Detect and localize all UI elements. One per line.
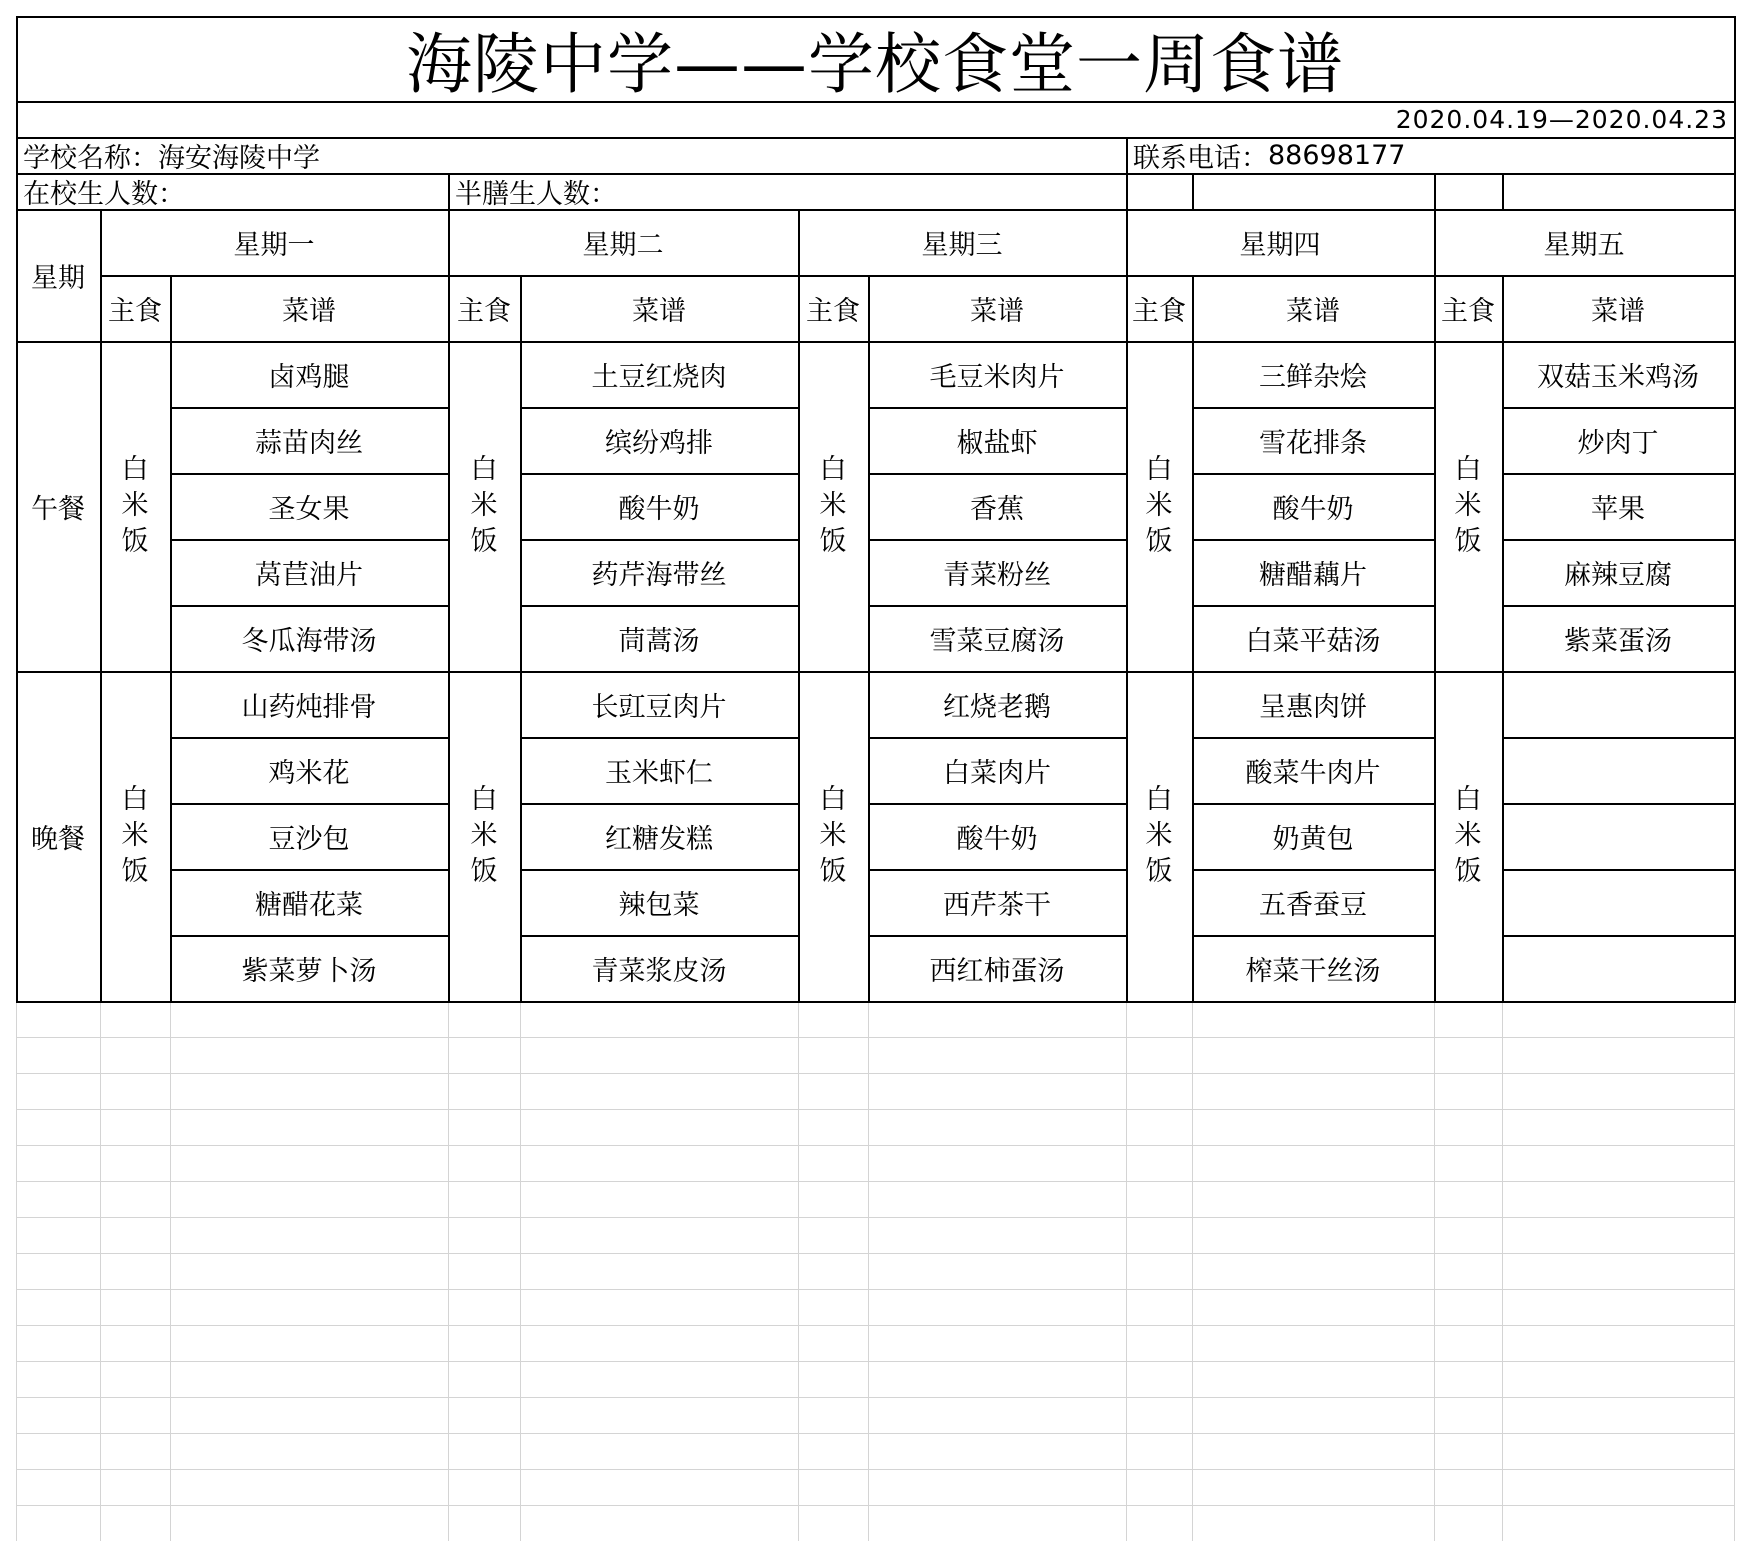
grid-line bbox=[1734, 1001, 1735, 1541]
border-line bbox=[16, 173, 1736, 175]
day-header: 星期四 bbox=[1239, 229, 1321, 261]
staple-food-char: 饭 bbox=[121, 526, 149, 557]
staple-food-char: 白 bbox=[121, 454, 149, 485]
dish-cell: 紫菜萝卜汤 bbox=[241, 955, 377, 987]
border-line bbox=[170, 275, 172, 1003]
staple-food bbox=[100, 341, 170, 671]
dish-cell: 青菜浆皮汤 bbox=[591, 955, 727, 987]
border-line bbox=[868, 275, 870, 1003]
grid-line bbox=[16, 1001, 17, 1541]
border-line bbox=[16, 671, 1736, 673]
dish-cell: 麻辣豆腐 bbox=[1564, 559, 1672, 591]
dish-cell: 榨菜干丝汤 bbox=[1245, 955, 1381, 987]
staple-food-char: 白 bbox=[1145, 784, 1173, 815]
border-line bbox=[868, 539, 1128, 541]
dish-cell: 白菜平菇汤 bbox=[1245, 625, 1381, 657]
staple-header: 主食 bbox=[806, 295, 860, 327]
date-range: 2020.04.19—2020.04.23 bbox=[1395, 104, 1728, 134]
border-line bbox=[1434, 173, 1436, 211]
staple-header: 主食 bbox=[1441, 295, 1495, 327]
border-line bbox=[1502, 473, 1736, 475]
grid-line bbox=[170, 1001, 171, 1541]
border-line bbox=[868, 605, 1128, 607]
dish-cell bbox=[1502, 935, 1734, 1001]
staple-food-char: 饭 bbox=[1145, 526, 1173, 557]
menu-header: 菜谱 bbox=[632, 295, 686, 327]
staple-food-char: 米 bbox=[1454, 490, 1482, 521]
grid-line bbox=[16, 1109, 1735, 1110]
staple-food-char: 米 bbox=[819, 820, 847, 851]
menu-header: 菜谱 bbox=[1591, 295, 1645, 327]
dish-cell: 香蕉 bbox=[970, 493, 1024, 525]
grid-line bbox=[448, 1001, 449, 1541]
staple-food-char: 白 bbox=[121, 784, 149, 815]
border-line bbox=[520, 869, 800, 871]
staple-food-char: 白 bbox=[470, 784, 498, 815]
border-line bbox=[170, 605, 450, 607]
border-line bbox=[16, 341, 1736, 343]
border-line bbox=[170, 803, 450, 805]
staple-food bbox=[798, 671, 868, 1001]
dish-cell: 莴苣油片 bbox=[255, 559, 363, 591]
border-line bbox=[16, 209, 1736, 211]
staple-food-char: 米 bbox=[121, 820, 149, 851]
border-line bbox=[170, 737, 450, 739]
border-line bbox=[1734, 16, 1736, 1003]
staple-header: 主食 bbox=[108, 295, 162, 327]
staple-food-char: 白 bbox=[1454, 454, 1482, 485]
grid-line bbox=[1192, 1001, 1193, 1541]
grid-line bbox=[16, 1181, 1735, 1182]
dish-cell: 毛豆米肉片 bbox=[929, 361, 1065, 393]
staple-food-char: 饭 bbox=[1454, 526, 1482, 557]
dish-cell bbox=[1502, 737, 1734, 803]
menu-header: 菜谱 bbox=[282, 295, 336, 327]
border-line bbox=[1502, 173, 1504, 211]
dish-cell: 五香蚕豆 bbox=[1259, 889, 1367, 921]
staple-food-char: 饭 bbox=[470, 856, 498, 887]
border-line bbox=[1192, 407, 1436, 409]
grid-line bbox=[16, 1433, 1735, 1434]
dish-cell: 酸菜牛肉片 bbox=[1245, 757, 1381, 789]
dish-cell: 雪花排条 bbox=[1259, 427, 1367, 459]
border-line bbox=[1192, 539, 1436, 541]
half-board-count-label: 半膳生人数： bbox=[455, 178, 617, 209]
border-line bbox=[520, 737, 800, 739]
dish-cell: 鸡米花 bbox=[268, 757, 350, 789]
border-line bbox=[448, 173, 450, 211]
contact-phone bbox=[1126, 137, 1734, 173]
grid-line bbox=[868, 1001, 869, 1541]
border-line bbox=[16, 16, 18, 1003]
staple-food-char: 饭 bbox=[121, 856, 149, 887]
day-header: 星期二 bbox=[582, 229, 664, 261]
dish-cell: 玉米虾仁 bbox=[605, 757, 713, 789]
border-line bbox=[170, 869, 450, 871]
staple-food-char: 米 bbox=[1145, 490, 1173, 521]
border-line bbox=[520, 605, 800, 607]
border-line bbox=[1502, 275, 1504, 1003]
border-line bbox=[16, 137, 1736, 139]
staple-food-char: 米 bbox=[1454, 820, 1482, 851]
dish-cell: 缤纷鸡排 bbox=[605, 427, 713, 459]
dish-cell: 红糖发糕 bbox=[605, 823, 713, 855]
staple-header: 主食 bbox=[1132, 295, 1186, 327]
school-name bbox=[16, 137, 1126, 173]
dish-cell: 糖醋花菜 bbox=[255, 889, 363, 921]
border-line bbox=[868, 803, 1128, 805]
dish-cell: 双菇玉米鸡汤 bbox=[1537, 361, 1699, 393]
dish-cell: 青菜粉丝 bbox=[943, 559, 1051, 591]
dish-cell: 奶黄包 bbox=[1272, 823, 1354, 855]
dish-cell: 苹果 bbox=[1591, 493, 1645, 525]
dish-cell: 山药炖排骨 bbox=[241, 691, 377, 723]
border-line bbox=[1502, 869, 1736, 871]
border-line bbox=[868, 869, 1128, 871]
grid-line bbox=[16, 1145, 1735, 1146]
grid-line bbox=[100, 1001, 101, 1541]
dish-cell bbox=[1502, 803, 1734, 869]
grid-line bbox=[16, 1505, 1735, 1506]
page-title: 海陵中学——学校食堂一周食谱 bbox=[406, 26, 1344, 101]
border-line bbox=[520, 539, 800, 541]
staple-header: 主食 bbox=[457, 295, 511, 327]
dish-cell: 白菜肉片 bbox=[943, 757, 1051, 789]
staple-food-char: 白 bbox=[819, 454, 847, 485]
dish-cell: 土豆红烧肉 bbox=[591, 361, 727, 393]
menu-header: 菜谱 bbox=[970, 295, 1024, 327]
dish-cell: 炒肉丁 bbox=[1577, 427, 1659, 459]
meal-label: 晚餐 bbox=[31, 823, 85, 855]
grid-line bbox=[16, 1325, 1735, 1326]
border-line bbox=[170, 539, 450, 541]
border-line bbox=[170, 473, 450, 475]
staple-food-char: 米 bbox=[470, 820, 498, 851]
dish-cell: 酸牛奶 bbox=[1272, 493, 1354, 525]
staple-food-char: 饭 bbox=[470, 526, 498, 557]
meal-label: 午餐 bbox=[31, 493, 85, 525]
staple-food bbox=[1126, 671, 1192, 1001]
dish-cell: 卤鸡腿 bbox=[268, 361, 350, 393]
border-line bbox=[170, 407, 450, 409]
border-line bbox=[16, 16, 1736, 18]
border-line bbox=[868, 473, 1128, 475]
staple-food bbox=[100, 671, 170, 1001]
dish-cell: 蒜苗肉丝 bbox=[255, 427, 363, 459]
staple-food bbox=[448, 671, 520, 1001]
grid-line bbox=[16, 1397, 1735, 1398]
border-line bbox=[520, 407, 800, 409]
border-line bbox=[1502, 605, 1736, 607]
dish-cell: 椒盐虾 bbox=[956, 427, 1038, 459]
staple-food bbox=[448, 341, 520, 671]
dish-cell: 三鲜杂烩 bbox=[1259, 361, 1367, 393]
dish-cell: 药芹海带丝 bbox=[591, 559, 727, 591]
border-line bbox=[520, 935, 800, 937]
student-count-label: 在校生人数： bbox=[23, 178, 185, 209]
border-line bbox=[16, 101, 1736, 103]
contact-phone-label: 联系电话： bbox=[1133, 142, 1268, 173]
grid-line bbox=[1502, 1001, 1503, 1541]
staple-food-char: 饭 bbox=[819, 526, 847, 557]
border-line bbox=[868, 737, 1128, 739]
border-line bbox=[1502, 737, 1736, 739]
school-name-label: 学校名称： bbox=[23, 142, 158, 173]
staple-food-char: 米 bbox=[1145, 820, 1173, 851]
grid-line bbox=[16, 1253, 1735, 1254]
school-name-value: 海安海陵中学 bbox=[158, 142, 320, 173]
dish-cell bbox=[1502, 671, 1734, 737]
border-line bbox=[1192, 869, 1436, 871]
grid-line bbox=[16, 1469, 1735, 1470]
border-line bbox=[1192, 275, 1194, 1003]
border-line bbox=[170, 935, 450, 937]
grid-line bbox=[16, 1289, 1735, 1290]
border-line bbox=[1502, 935, 1736, 937]
border-line bbox=[1192, 605, 1436, 607]
grid-line bbox=[1434, 1001, 1435, 1541]
dish-cell: 西芹茶干 bbox=[943, 889, 1051, 921]
dish-cell: 酸牛奶 bbox=[956, 823, 1038, 855]
dish-cell: 红烧老鹅 bbox=[943, 691, 1051, 723]
day-header: 星期三 bbox=[921, 229, 1003, 261]
staple-food-char: 白 bbox=[1454, 784, 1482, 815]
menu-header: 菜谱 bbox=[1286, 295, 1340, 327]
dish-cell: 酸牛奶 bbox=[618, 493, 700, 525]
grid-line bbox=[16, 1217, 1735, 1218]
dish-cell: 紫菜蛋汤 bbox=[1564, 625, 1672, 657]
grid-line bbox=[1126, 1001, 1127, 1541]
staple-food-char: 米 bbox=[819, 490, 847, 521]
staple-food-char: 饭 bbox=[1454, 856, 1482, 887]
dish-cell bbox=[1502, 869, 1734, 935]
dish-cell: 茼蒿汤 bbox=[618, 625, 700, 657]
dish-cell: 呈惠肉饼 bbox=[1259, 691, 1367, 723]
day-header: 星期一 bbox=[233, 229, 315, 261]
day-header: 星期五 bbox=[1543, 229, 1625, 261]
dish-cell: 圣女果 bbox=[268, 493, 350, 525]
border-line bbox=[1192, 173, 1194, 211]
staple-food-char: 米 bbox=[470, 490, 498, 521]
staple-food-char: 白 bbox=[819, 784, 847, 815]
border-line bbox=[1502, 539, 1736, 541]
border-line bbox=[520, 275, 522, 1003]
staple-food bbox=[1126, 341, 1192, 671]
contact-phone-value: 88698177 bbox=[1268, 139, 1406, 171]
dish-cell: 辣包菜 bbox=[618, 889, 700, 921]
staple-food-char: 白 bbox=[1145, 454, 1173, 485]
staple-food-char: 米 bbox=[121, 490, 149, 521]
border-line bbox=[1192, 473, 1436, 475]
staple-food bbox=[798, 341, 868, 671]
border-line bbox=[520, 473, 800, 475]
border-line bbox=[868, 407, 1128, 409]
border-line bbox=[1502, 803, 1736, 805]
dish-cell: 西红柿蛋汤 bbox=[929, 955, 1065, 987]
grid-line bbox=[798, 1001, 799, 1541]
week-header: 星期 bbox=[31, 262, 85, 294]
staple-food bbox=[1434, 341, 1502, 671]
border-line bbox=[16, 1001, 1736, 1003]
border-line bbox=[1192, 737, 1436, 739]
border-line bbox=[100, 275, 1736, 277]
grid-line bbox=[520, 1001, 521, 1541]
border-line bbox=[1126, 137, 1128, 211]
dish-cell: 雪菜豆腐汤 bbox=[929, 625, 1065, 657]
border-line bbox=[100, 209, 102, 1003]
dish-cell: 糖醋藕片 bbox=[1259, 559, 1367, 591]
grid-line bbox=[16, 1361, 1735, 1362]
grid-line bbox=[16, 1073, 1735, 1074]
border-line bbox=[520, 803, 800, 805]
staple-food-char: 饭 bbox=[819, 856, 847, 887]
border-line bbox=[1192, 803, 1436, 805]
border-line bbox=[1502, 407, 1736, 409]
staple-food bbox=[1434, 671, 1502, 1001]
dish-cell: 冬瓜海带汤 bbox=[241, 625, 377, 657]
staple-food-char: 白 bbox=[470, 454, 498, 485]
dish-cell: 长豇豆肉片 bbox=[591, 691, 727, 723]
staple-food-char: 饭 bbox=[1145, 856, 1173, 887]
border-line bbox=[1192, 935, 1436, 937]
grid-line bbox=[16, 1037, 1735, 1038]
border-line bbox=[868, 935, 1128, 937]
dish-cell: 豆沙包 bbox=[268, 823, 350, 855]
